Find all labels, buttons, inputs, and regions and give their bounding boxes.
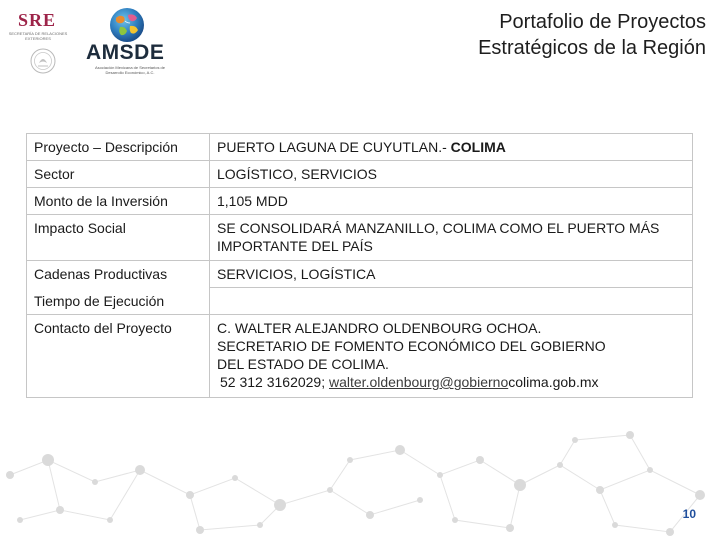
- row-label-text: Tiempo de Ejecución: [34, 292, 165, 309]
- table-row: [27, 161, 693, 188]
- row-label: Contacto del Proyecto: [27, 315, 210, 398]
- mexico-seal-icon: [30, 48, 56, 74]
- row-label: Sector: [27, 161, 210, 188]
- row-label: Monto de la Inversión: [27, 188, 210, 215]
- sre-subtitle: SECRETARÍA DE RELACIONES EXTERIORES: [8, 31, 68, 41]
- contact-organization: DEL ESTADO DE COLIMA.: [217, 356, 389, 372]
- table-row: [27, 261, 693, 288]
- amsde-wordmark: AMSDE: [86, 41, 165, 64]
- email-domain: colima.gob.mx: [508, 374, 599, 390]
- title-line-2: Estratégicos de la Región: [478, 37, 706, 59]
- row-value: [210, 134, 693, 161]
- contact-phone: 52 312 3162029;: [220, 374, 329, 390]
- row-value: 1,105 MDD: [210, 188, 693, 215]
- table-row: [27, 188, 693, 215]
- row-value: LOGÍSTICO, SERVICIOS: [210, 161, 693, 188]
- table-row: [27, 315, 693, 398]
- table-row: [27, 215, 693, 261]
- table-row: [27, 134, 693, 161]
- contact-name: C. WALTER ALEJANDRO OLDENBOURG OCHOA.: [217, 320, 542, 336]
- page-title: [286, 9, 706, 61]
- table-row: [27, 288, 693, 315]
- project-state: COLIMA: [450, 139, 506, 155]
- row-value: [210, 288, 693, 315]
- contact-position: SECRETARIO DE FOMENTO ECONÓMICO DEL GOBIERNO: [217, 338, 606, 354]
- network-decoration: [0, 420, 720, 540]
- row-label: Impacto Social: [27, 215, 210, 261]
- row-value: SERVICIOS, LOGÍSTICA: [210, 261, 693, 288]
- row-label: Proyecto – Descripción: [27, 134, 210, 161]
- page-number: 10: [682, 507, 696, 521]
- contact-details: [210, 315, 693, 398]
- project-info-table: [26, 133, 693, 398]
- row-label: [27, 288, 210, 315]
- contact-phone-email: [217, 373, 685, 391]
- row-value: SE CONSOLIDARÁ MANZANILLO, COLIMA COMO EL PUERTO MÁS IMPORTANTE DEL PAÍS: [210, 215, 693, 261]
- globe-icon: [108, 6, 146, 44]
- sre-wordmark: SRE: [18, 10, 57, 30]
- project-description: PUERTO LAGUNA DE CUYUTLAN.-: [217, 139, 451, 155]
- row-label: Cadenas Productivas: [27, 261, 210, 288]
- title-line-1: Portafolio de Proyectos: [499, 11, 706, 33]
- amsde-subtitle: Asociación Mexicana de Secretarios de Desarrollo Económico, A.C.: [94, 65, 166, 75]
- email-link[interactable]: walter.oldenbourg@gobierno: [329, 374, 509, 390]
